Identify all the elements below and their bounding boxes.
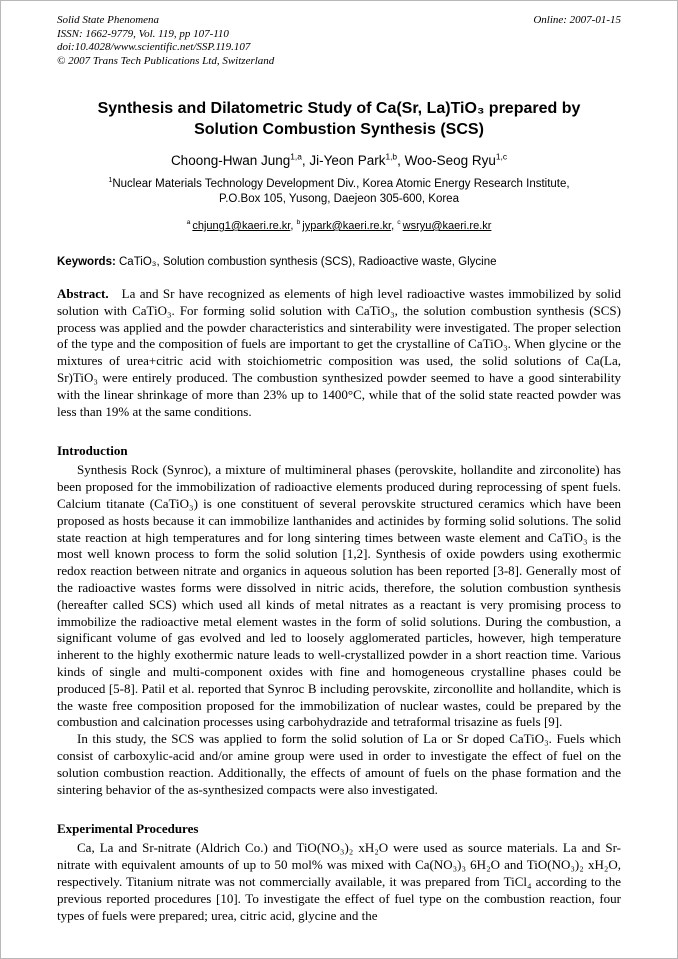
email-b-superscript: b — [296, 219, 301, 227]
affiliation-line1 — [57, 177, 621, 192]
authors-line — [57, 153, 621, 168]
email-link-a[interactable]: chjung1@kaeri.re.kr — [192, 220, 291, 232]
copyright-line: © 2007 Trans Tech Publications Ltd, Switzerland — [57, 54, 275, 67]
author-separator: , — [301, 153, 310, 168]
email-group-c — [397, 220, 491, 232]
affiliation — [57, 177, 621, 207]
journal-header — [57, 14, 621, 68]
affiliation-superscript: 1 — [108, 176, 113, 185]
email-separator: , — [290, 220, 297, 232]
introduction-paragraph-2: In this study, the SCS was applied to form the solid solution of La or Sr doped CaTiO₃. Fuels which consist of carboxylic-acid and/or amine group were used in order to investigate the effect of fuel on the solution combustion reaction. Additionally, the effects of amount of fuels on the phase formation and the sintering behavior of the as-synthesized compacts were also investigated. — [57, 731, 621, 797]
keywords-line — [57, 256, 621, 268]
author-separator: , — [397, 153, 405, 168]
doi-line: doi:10.4028/www.scientific.net/SSP.119.107 — [57, 41, 251, 53]
email-a-superscript: a — [186, 219, 191, 227]
affiliation-text1: Nuclear Materials Technology Development Div., Korea Atomic Energy Research Institute, — [112, 178, 570, 190]
section-heading-experimental: Experimental Procedures — [57, 821, 199, 837]
email-separator: , — [391, 220, 398, 232]
author-2-name: Ji-Yeon Park — [309, 153, 386, 168]
abstract-label: Abstract. — [57, 286, 109, 301]
emails-line — [57, 220, 621, 232]
email-link-c[interactable]: wsryu@kaeri.re.kr — [402, 220, 492, 232]
author-1 — [171, 153, 309, 168]
author-1-name: Choong-Hwan Jung — [170, 153, 291, 168]
journal-name: Solid State Phenomena — [57, 14, 160, 26]
email-link-b[interactable]: jypark@kaeri.re.kr — [302, 220, 392, 232]
abstract-text: La and Sr have recognized as elements of high level radioactive wastes immobilized by solid solution with CaTiO₃. For forming solid solution with CaTiO₃, the solution combustion synthesis (SCS) process was applied and the powder characteristics and sinterability were investigated. The proper selection of the type and the composition of fuels are important to get the crystalline of CaTiO₃. When glycine or the mixtures of urea+citric acid with stoichiometric composition was used, the solid solutions of Ca(La, Sr)TiO₃ were entirely produced. The combustion synthesized powder seemed to have a good sinterability with the linear shrinkage of more than 23% up to 1400°C, while that of the solid state reacted powder was less than 19% at the same conditions. — [57, 286, 621, 419]
author-1-superscript: 1,a — [290, 151, 302, 162]
email-group-b — [296, 220, 397, 232]
experimental-paragraph-1: Ca, La and Sr-nitrate (Aldrich Co.) and TiO(NO₃)₂ xH₂O were used as source materials. La and Sr-nitrate with equivalent amounts of up to 50 mol% was mixed with Ca(NO₃)₃ 6H₂O and TiO(NO₃)₂ xH₂O, respectively. Titanium nitrate was not commercially available, it was prepared from TiCl₄ according to the previous reported procedures [10]. To investigate the effect of fuel type on the combustion reaction, four types of fuels were prepared; urea, citric acid, glycine and the — [57, 840, 621, 923]
paper-title-line1: Synthesis and Dilatometric Study of Ca(Sr, La)TiO₃ prepared by — [97, 100, 581, 117]
author-2 — [309, 153, 404, 168]
journal-header-left — [57, 14, 274, 68]
abstract-paragraph — [57, 286, 621, 420]
keywords-text: CaTiO₃, Solution combustion synthesis (SCS), Radioactive waste, Glycine — [119, 256, 497, 268]
introduction-paragraph-1: Synthesis Rock (Synroc), a mixture of multimineral phases (perovskite, hollandite and zirconolite) has been proposed for the immobilization of radioactive elements produced during reprocessing of spent fuels. Calcium titanate (CaTiO₃) is one constituent of several perovskite structured ceramics which have been proposed as hosts because it can immobilize lanthanides and actinides by forming solid solutions. The solid state reaction at high temperatures and for long sintering times between waste element and CaTiO₃ is the most well known process to form the solid solution [1,2]. Synthesis of oxide powders using exothermic redox reaction between nitrate and organics in aqueous solution has been reported [3-8]. Generally most of the radioactive wastes forms were dissolved in nitric acids, therefore, the solution combustion synthesis (hereafter called SCS) which used all kinds of metal nitrates as a reactant is very promising process to immobilize the radioactive metal element wastes in the form of solid solutions. During the combustion, a significant volume of gas evolved and led to loosely agglomerated particles, however, high temperature inherent to the highly exothermic nature leads to well-crystallized powder in a short reaction time. Various kinds of single and multi-component oxides with fine and homogeneous crystalline phases could be produced [5-8]. Patil et al. reported that Synroc B including perovskite, zirconollite and hollandite, which is the waste free composition proposed for the immobilization of nuclear wastes, could be prepared by the combustion and calcination processes using carbohydrazide and tetraformal trisazine as fuels [9]. — [57, 462, 621, 730]
email-c-superscript: c — [397, 219, 401, 227]
author-2-superscript: 1,b — [385, 151, 398, 162]
section-heading-introduction: Introduction — [57, 443, 128, 459]
author-3-name: Woo-Seog Ryu — [404, 153, 496, 168]
online-date: Online: 2007-01-15 — [533, 14, 621, 26]
paper-title — [57, 98, 621, 140]
issn-line: ISSN: 1662-9779, Vol. 119, pp 107-110 — [57, 27, 229, 40]
affiliation-line2: P.O.Box 105, Yusong, Daejeon 305-600, Korea — [219, 193, 459, 205]
author-3 — [405, 153, 507, 168]
author-3-superscript: 1,c — [495, 151, 508, 162]
keywords-label: Keywords: — [57, 256, 116, 268]
email-group-a — [187, 220, 297, 232]
paper-title-line2: Solution Combustion Synthesis (SCS) — [194, 121, 484, 138]
